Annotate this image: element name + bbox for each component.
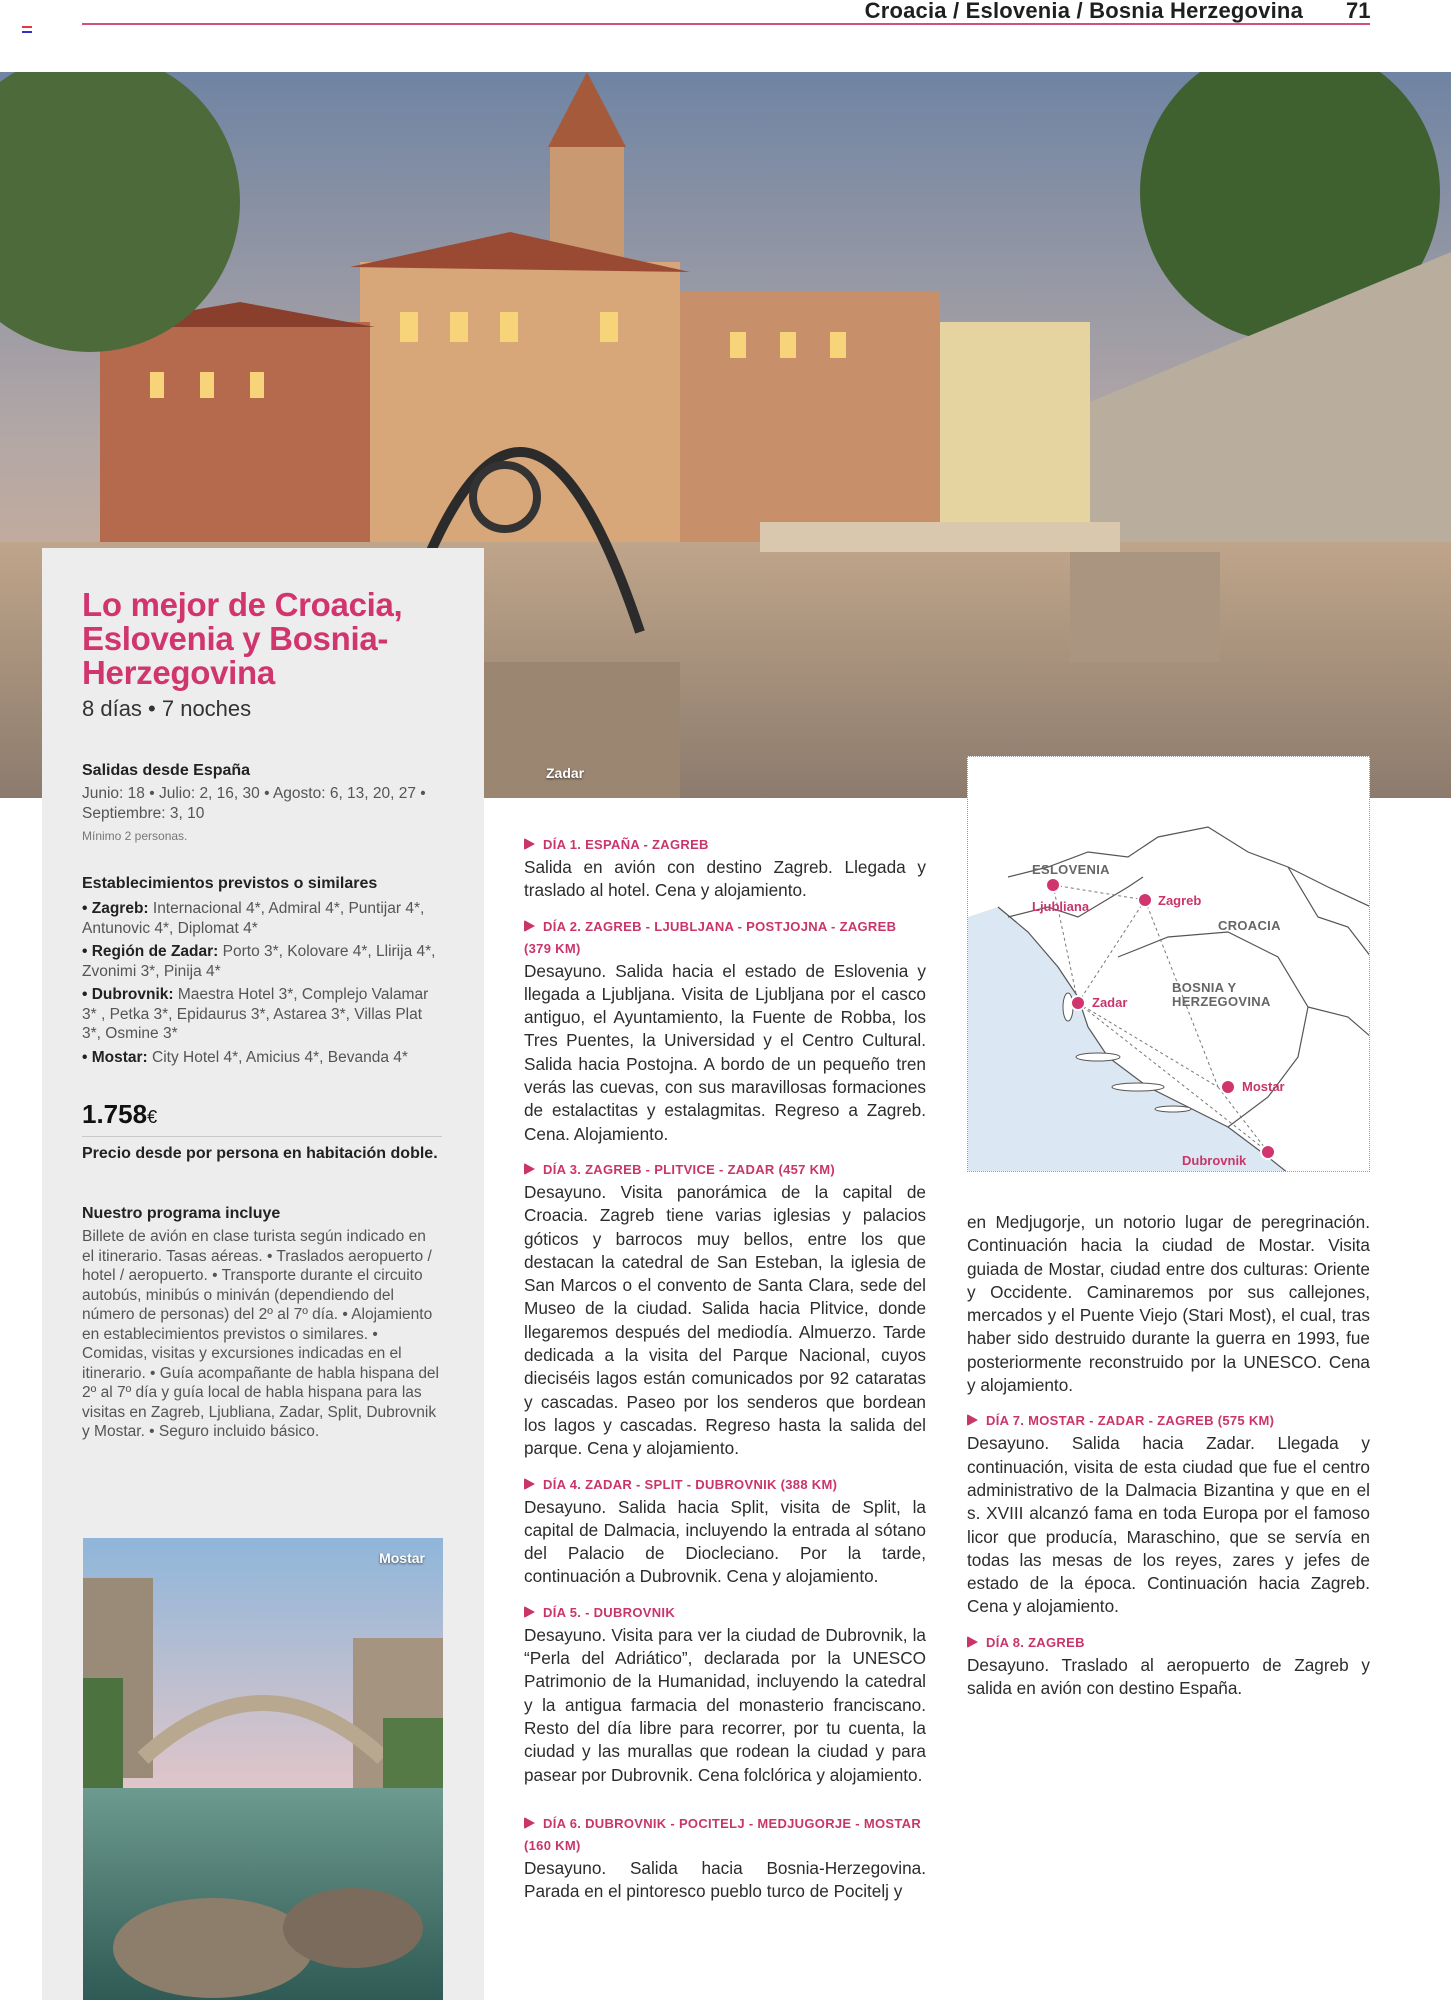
hotels-heading: Establecimientos previstos o similares: [82, 875, 378, 892]
page-header-title: Croacia / Eslovenia / Bosnia Herzegovina: [864, 0, 1303, 23]
departures-text: Junio: 18 • Julio: 2, 16, 30 • Agosto: 6, 13, 20, 27 • Septiembre: 3, 10: [82, 785, 426, 822]
map-city-label: Zagreb: [1158, 893, 1202, 908]
hero-caption: Zadar: [546, 765, 585, 781]
price: 1.758€: [82, 1099, 158, 1129]
map-city-label: Dubrovnik: [1182, 1153, 1247, 1168]
map-country-label: HERZEGOVINA: [1172, 994, 1271, 1009]
hotel-entry: • Dubrovnik: Maestra Hotel 3*, Complejo Valamar 3* , Petka 3*, Epidaurus 3*, Astarea 3*, Villas Plat 3*, Osmine 3*: [82, 986, 429, 1042]
day-entry: DÍA 7. MOSTAR - ZADAR - ZAGREB (575 KM) Desayuno. Salida hacia Zadar. Llegada y continuación, visita de esta ciudad que fue el centro administrativo de la Dalmacia Bizantina y que en el s. XVIII alcanzó fama en toda Europa por el famoso licor que producía, Maraschino, que se servía en todas las mesas de los reyes, zares y jefes de estado de la época. Continuación hacia Zagreb. Cena y alojamiento.: [967, 1413, 1370, 1617]
price-note: Precio desde por persona en habitación doble.: [82, 1145, 438, 1162]
hotel-entry: • Zagreb: Internacional 4*, Admiral 4*, Puntijar 4*, Antunovic 4*, Diplomat 4*: [82, 900, 425, 937]
itinerary-column-2: [967, 1211, 1370, 1713]
page-number: 71: [1346, 0, 1371, 23]
map-city-label: Zadar: [1092, 995, 1128, 1010]
arrow-icon: [524, 1817, 535, 1829]
day-entry: DÍA 1. ESPAÑA - ZAGREB Salida en avión con destino Zagreb. Llegada y traslado al hotel. Cena y alojamiento.: [524, 837, 926, 901]
trip-duration: 8 días • 7 noches: [82, 696, 252, 721]
route-map: [967, 756, 1370, 1172]
day-entry: DÍA 6. DUBROVNIK - POCITELJ - MEDJUGORJE - MOSTAR (160 KM) Desayuno. Salida hacia Bosnia-Herzegovina. Parada en el pintoresco pueblo turco de Pocitelj y: [524, 1815, 926, 1902]
includes-heading: Nuestro programa incluye: [82, 1205, 281, 1222]
hotel-entry: • Región de Zadar: Porto 3*, Kolovare 4*, Llirija 4*, Zvonimi 3*, Pinija 4*: [82, 943, 436, 980]
trip-title: Lo mejor de Croacia, Eslovenia y Bosnia-Herzegovina: [82, 586, 403, 691]
day-entry: DÍA 5. - DUBROVNIK Desayuno. Visita para ver la ciudad de Dubrovnik, la “Perla del Adriático”, declarada por la UNESCO Patrimonio de la Humanidad, incluyendo la catedral y la antigua farmacia del monasterio franciscano. Resto del día libre para recorrer, por tu cuenta, la ciudad y las murallas que rodean la ciudad y para pasear por Dubrovnik. Cena folclórica y alojamiento.: [524, 1604, 926, 1785]
arrow-icon: [967, 1636, 978, 1648]
arrow-icon: [967, 1414, 978, 1426]
arrow-icon: [524, 1606, 535, 1618]
mostar-photo: [83, 1538, 443, 2000]
header-rule: [82, 23, 1370, 25]
departures-heading: Salidas desde España: [82, 762, 251, 779]
day-entry: DÍA 4. ZADAR - SPLIT - DUBROVNIK (388 KM) Desayuno. Salida hacia Split, visita de Split, la capital de Dalmacia, incluyendo la entrada al sótano del Palacio de Diocleciano. Por la tarde, continuación a Dubrovnik. Cena y alojamiento.: [524, 1476, 926, 1587]
minimum-note: Mínimo 2 personas.: [82, 829, 188, 843]
arrow-icon: [524, 920, 535, 932]
day-entry: DÍA 3. ZAGREB - PLITVICE - ZADAR (457 KM) Desayuno. Visita panorámica de la capital de Croacia. Zagreb tiene varias iglesias y palacios góticos y barrocos muy bellos, entre los que destacan la catedral de San Esteban, la iglesia de San Marcos o el convento de Santa Clara, sede del Museo de la ciudad. Salida hacia Plitvice, donde llegaremos después del mediodía. Almuerzo. Tarde dedicada a la visita del Parque Nacional, cuyos dieciséis lagos están comunicados por 92 cataratas y cascadas. Paseo por los senderos que bordean los lagos y cascadas. Regreso hasta la salida del parque. Cena y alojamiento.: [524, 1161, 926, 1459]
hotel-entry: • Mostar: City Hotel 4*, Amicius 4*, Bevanda 4*: [82, 1048, 408, 1066]
map-city-label: Ljubliana: [1032, 899, 1090, 914]
arrow-icon: [524, 838, 535, 850]
arrow-icon: [524, 1163, 535, 1175]
includes-text: Billete de avión en clase turista según indicado en el itinerario. Tasas aéreas. • Traslados aeropuerto / hotel / aeropuerto. • Transporte durante el circuito autobús, minibús o miniván (dependiendo del número de personas) del 2º al 7º día. • Alojamiento en establecimientos previstos o similares. • Comidas, visitas y excursiones indicadas en el itinerario. • Guía acompañante de habla hispana del 2º al 7º día y guía local de habla hispana para las visitas en Zagreb, Ljubliana, Zadar, Split, Dubrovnik y Mostar. • Seguro incluido básico.: [82, 1228, 439, 1440]
map-country-label: ESLOVENIA: [1032, 862, 1110, 877]
price-divider: [82, 1136, 442, 1137]
day-entry: DÍA 8. ZAGREB Desayuno. Traslado al aeropuerto de Zagreb y salida en avión con destino España.: [967, 1634, 1370, 1699]
day-entry: DÍA 2. ZAGREB - LJUBLJANA - POSTJOJNA - ZAGREB (379 KM) Desayuno. Salida hacia el estado de Eslovenia y llegada a Ljubljana. Visita de Ljubljana por el casco antiguo, el Ayuntamiento, la Fuente de Robba, los Tres Puentes, la Universidad y el Centro Cultural. Salida hacia Postojna. A bordo de un pequeño tren verás las cuevas, con sus maravillosas formaciones de estalactitas y estalagmitas. Regreso a Zagreb. Cena. Alojamiento.: [524, 918, 926, 1144]
arrow-icon: [524, 1478, 535, 1490]
itinerary-column-1: [524, 834, 926, 1916]
map-country-label: CROACIA: [1218, 918, 1281, 933]
flag-icon: [22, 26, 32, 33]
map-country-label: BOSNIA Y: [1172, 980, 1237, 995]
map-city-label: Mostar: [1242, 1079, 1285, 1094]
mostar-caption: Mostar: [379, 1550, 425, 1566]
day-entry: en Medjugorje, un notorio lugar de peregrinación. Continuación hacia la ciudad de Mostar. Visita guiada de Mostar, ciudad entre dos culturas: Oriente y Occidente. Caminaremos por sus callejones, mercados y el Puente Viejo (Stari Most), el cual, tras haber sido destruido durante la guerra en 1993, fue posteriormente reconstruido por la UNESCO. Cena y alojamiento.: [967, 1212, 1370, 1396]
